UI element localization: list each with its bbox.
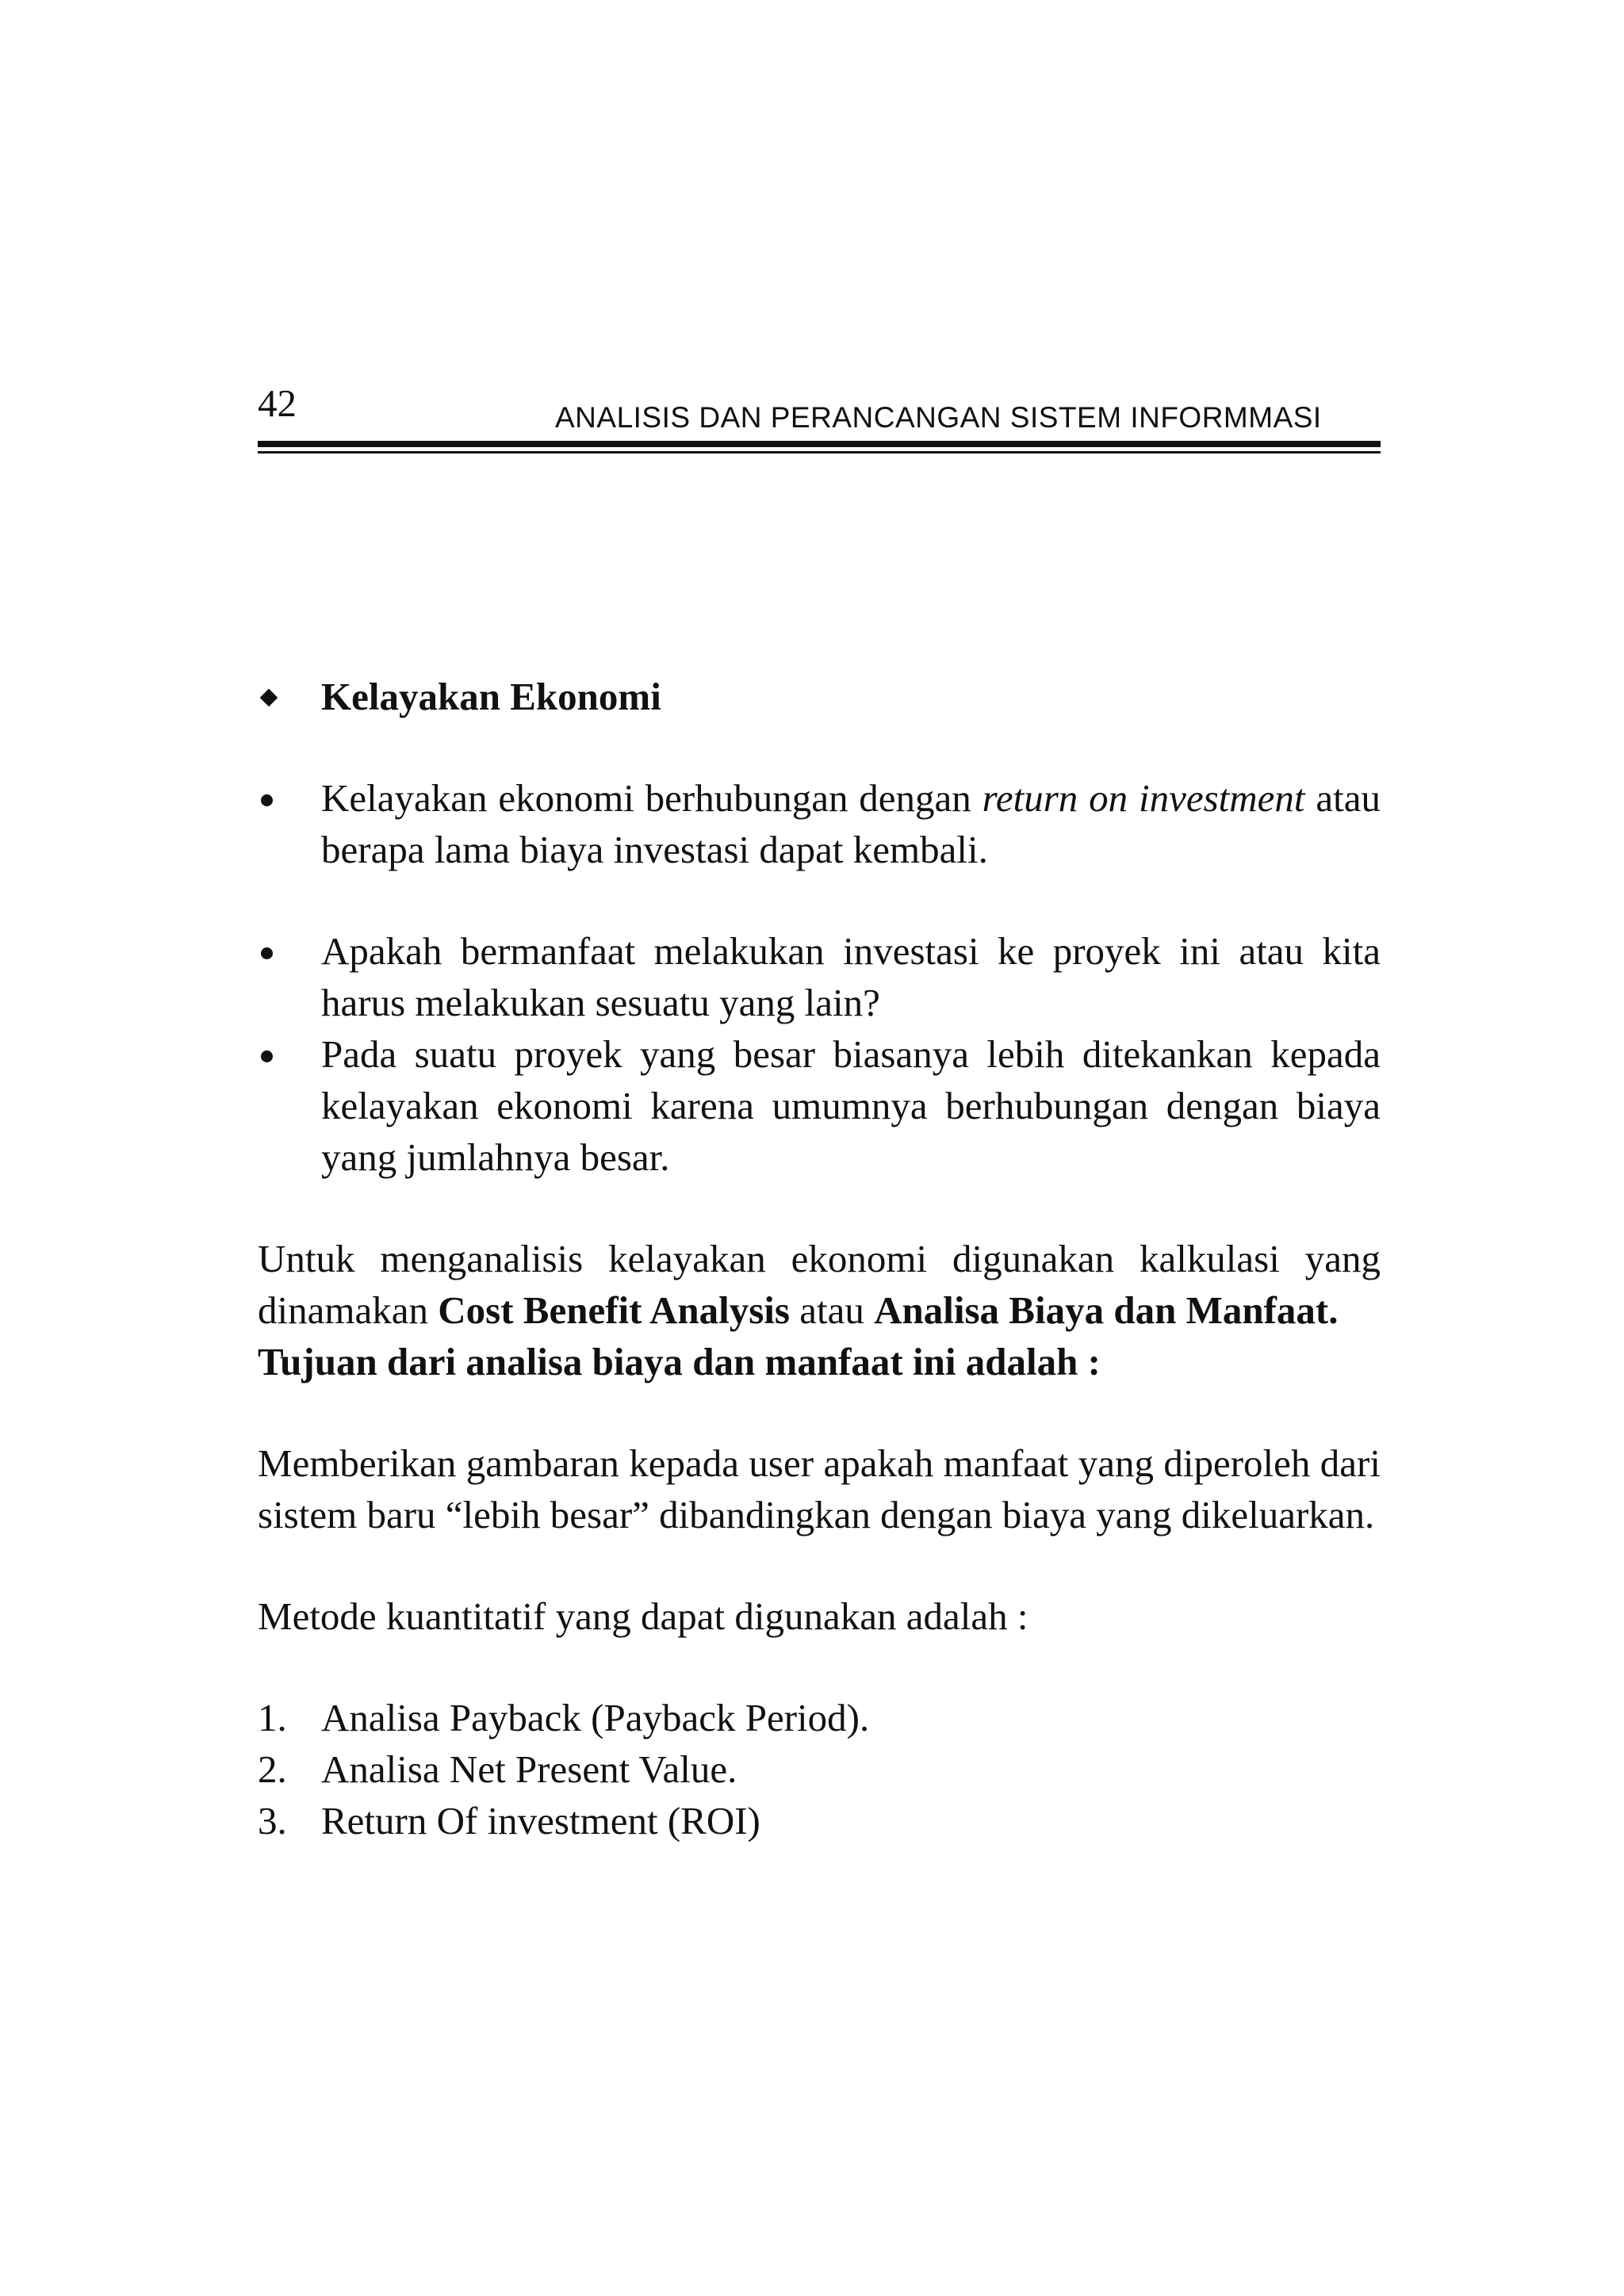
- list-item: [258, 1795, 1381, 1846]
- bullet-text: Kelayakan ekonomi berhubungan dengan: [321, 776, 982, 820]
- methods-list: [258, 1692, 1381, 1846]
- list-item-text: Return Of investment (ROI): [321, 1799, 760, 1843]
- list-item-text: Analisa Payback (Payback Period).: [321, 1696, 870, 1739]
- list-number: 2.: [258, 1747, 287, 1791]
- list-number: 3.: [258, 1799, 287, 1843]
- bullet-italic-term: return on investment: [982, 776, 1305, 820]
- bullet-dot-icon: [261, 947, 273, 959]
- bullet-dot-icon: [261, 794, 273, 806]
- page-content: [258, 671, 1381, 1846]
- bullet-dot-icon: [261, 1050, 273, 1062]
- paragraph-text: Untuk menganalisis kelayakan ekonomi digunakan kalkulasi yang dinamakan: [258, 1237, 1381, 1332]
- goal-heading-text: Tujuan dari analisa biaya dan manfaat ini adalah :: [258, 1340, 1101, 1383]
- bullet-text: Pada suatu proyek yang besar biasanya lebih ditekankan kepada kelayakan ekonomi karena umumnya berhubungan dengan biaya yang jumlahnya besar.: [321, 1032, 1381, 1179]
- bullet-text: Apakah bermanfaat melakukan investasi ke proyek ini atau kita harus melakukan sesuatu yang lain?: [321, 929, 1381, 1024]
- list-item: [258, 1743, 1381, 1795]
- goal-paragraph: Memberikan gambaran kepada user apakah manfaat yang diperoleh dari sistem baru “lebih besar” dibandingkan dengan biaya yang dikeluarkan.: [258, 1441, 1381, 1536]
- bold-term-cost-benefit: Cost Benefit Analysis: [438, 1288, 790, 1332]
- goal-heading: [258, 1336, 1381, 1387]
- bullet-item: [258, 772, 1381, 875]
- methods-intro: Metode kuantitatif yang dapat digunakan adalah :: [258, 1594, 1028, 1638]
- paragraph-text: atau: [790, 1288, 875, 1332]
- header-rule-thick: [258, 441, 1381, 447]
- page-number: 42: [258, 381, 297, 425]
- list-number: 1.: [258, 1696, 287, 1739]
- section-heading: [258, 671, 1381, 722]
- diamond-bullet-icon: [260, 689, 278, 707]
- bold-term-analisa-biaya: Analisa Biaya dan Manfaat.: [874, 1288, 1339, 1332]
- bullet-item: [258, 925, 1381, 1028]
- header-rule-thin: [258, 451, 1381, 453]
- bullet-text: atau berapa lama biaya investasi dapat kembali.: [321, 776, 1381, 871]
- bullet-item: [258, 1028, 1381, 1183]
- list-item-text: Analisa Net Present Value.: [321, 1747, 737, 1791]
- intro-paragraph: [258, 1233, 1381, 1336]
- section-heading-text: Kelayakan Ekonomi: [321, 675, 661, 718]
- list-item: [258, 1692, 1381, 1743]
- running-header-title: ANALISIS DAN PERANCANGAN SISTEM INFORMMASI: [555, 401, 1322, 434]
